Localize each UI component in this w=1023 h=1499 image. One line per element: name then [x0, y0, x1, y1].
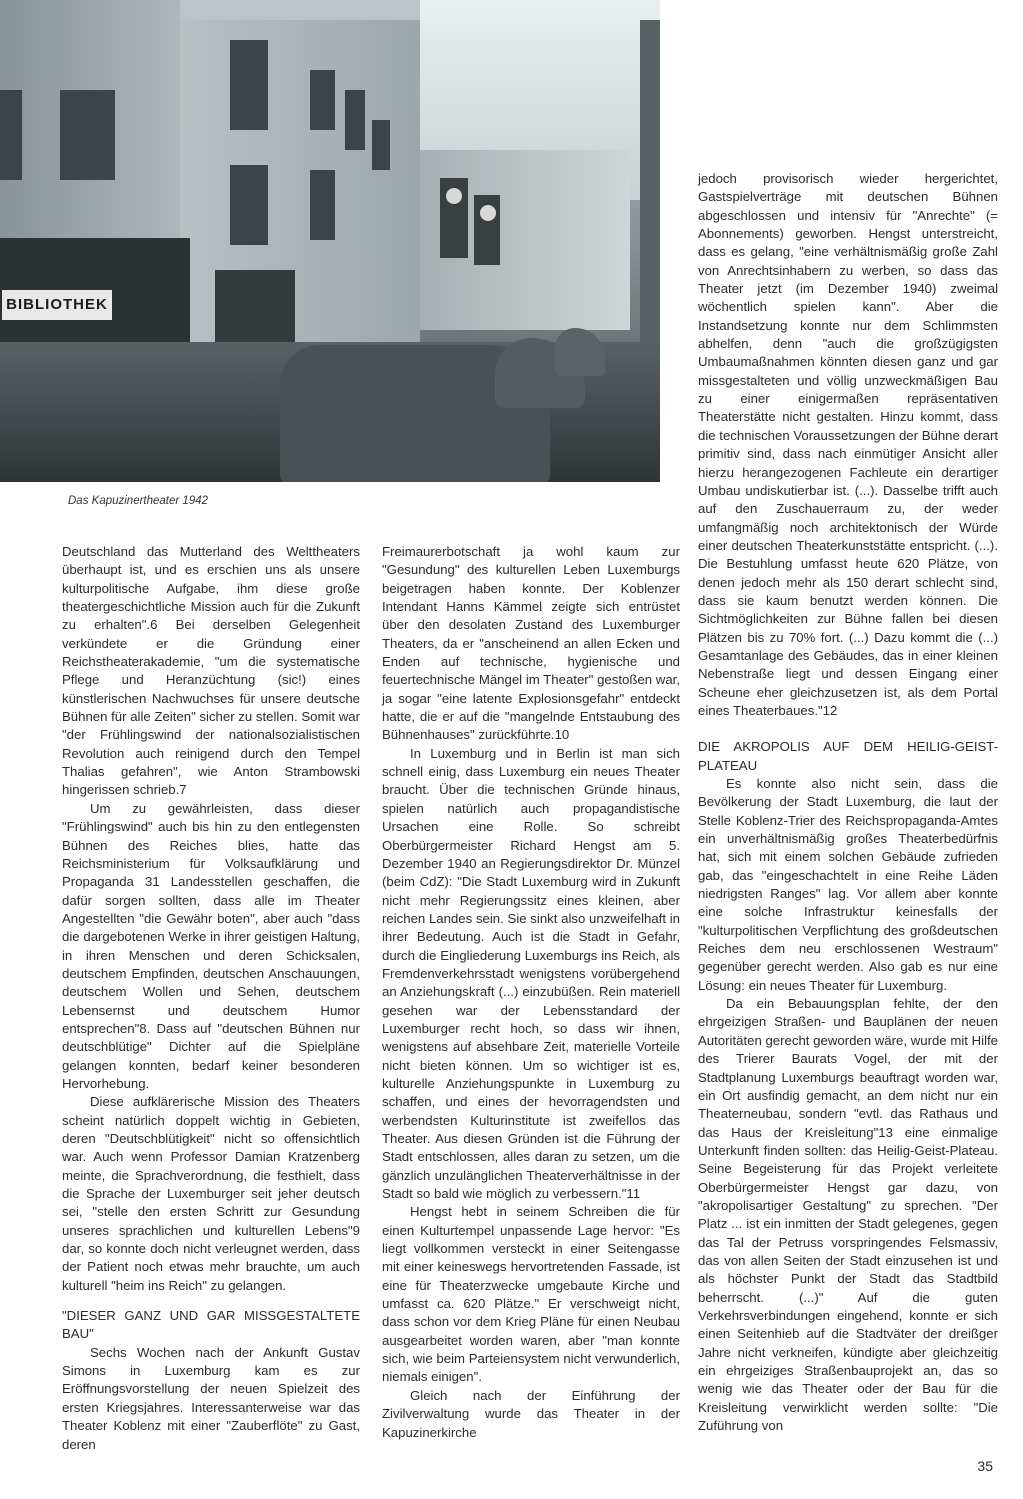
paragraph: Sechs Wochen nach der Ankunft Gustav Simons in Luxemburg kam es zur Eröffnungsvorstellung der neuen Spielzeit des ersten Kriegsjahres. Interessanterweise war das Theater Koblenz mit einer "Zauberflöte" zu Gast, deren	[62, 1344, 360, 1452]
page-number: 35	[977, 1458, 993, 1474]
paragraph: jedoch provisorisch wieder hergerichtet, Gastspielverträge mit deutschen Bühnen abgeschlossen und intensiv für "Anrechte" (= Abonnements) geworben. Hengst unterstreicht, dass es gelang, "eine verhältnismäßig große Zahl von Anrechtsinhabern zu werben, so dass das Theater jetzt (im Dezember 1940) zweimal wöchentlich spielen kann". Aber die Instandsetzung konnte nur dem Schlimmsten abhelfen, denn "auch die großzügigsten Umbaumaßnahmen könnten diesen ganz und gar missgestalteten und völlig unzweckmäßigen Bau zu einer einigermaßen repräsentativen Theaterstätte nicht gestalten. Hinzu kommt, dass die technischen Voraussetzungen der Bühne derart primitiv sind, dass nach einmütiger Ansicht aller hierzu herangezogenen Fachleute ein derartiger Umbau undiskutierbar ist. (...). Dasselbe trifft auch auf den Zuschauerraum zu, der weder umfangmäßig noch architektonisch der Würde einer deutschen Theaterkunststätte entspricht. (...). Die Bestuhlung umfasst heute 620 Plätze, von denen jedoch mehr als 150 derart schlecht sind, dass sie kaum benutzt werden können. Die Sichtmöglichkeiten zur Bühne fallen bei diesen Plätzen bis zu 70% fort. (...) Dazu kommt die (...) Gesamtanlage des Gebäudes, das in einer kleinen Nebenstraße liegt und dessen Eingang einer Scheune eher gleichzusetzen ist, als dem Portal eines Theaterbaues."12	[698, 171, 998, 718]
paragraph: Gleich nach der Einführung der Zivilverwaltung wurde das Theater in der Kapuzinerkirche	[382, 1387, 680, 1440]
banner-right	[474, 195, 500, 265]
paragraph: Da ein Bebauungsplan fehlte, der den ehrgeizigen Straßen- und Bauplänen der neuen Autoritäten gerecht geworden wäre, wurde mit Hilfe des Trierer Baurats Vogel, der mit der Stadtplanung Luxemburgs beauftragt worden war, ein Ort ausfindig gemacht, an dem nicht nur ein Theaterneubau, sondern "evtl. das Rathaus und das Haus der Kreisleitung"13 eine einmalige Unterkunft finden sollten: das Heilig-Geist-Plateau. Seine Begeisterung für das Projekt verleitete Oberbürgermeister Hengst gar dazu, von "akropolisartiger Gestaltung" zu sprechen. "Der Platz ... ist ein inmitten der Stadt gelegenes, gegen das Tal der Petruss vorspringendes Felsmassiv, das von allen Seiten der Stadt einzusehen ist und als höchster Punkt der Stadt das Stadtbild beherrscht. (...)" Auf die guten Verkehrsverbindungen eingehend, konnte er sich einen Seitenhieb auf die Stadtväter der dreißger Jahre nicht verkneifen, kündigte aber gleichzeitig ein ehrgeiziges Straßenbauprojekt an, das so wenig wie das Theater oder der Bau für die Kreisleitung verwirklicht werden sollte: "Die Zuführung von	[698, 996, 998, 1434]
historical-street-photo	[0, 0, 660, 482]
section-heading: "DIESER GANZ UND GAR MISSGESTALTETE BAU"	[62, 1308, 360, 1342]
text-column-2	[382, 543, 680, 1442]
paragraph: Diese aufklärerische Mission des Theaters scheint natürlich doppelt wichtig in Gebieten, deren "Deutschblütigkeit" nicht so offensichtlich war. Auch wenn Professor Damian Kratzenberg meinte, die Sprachverordnung, die festhielt, dass die Sprache der Luxemburger seit jeher deutsch sei, "stelle den ersten Schritt zur Gesundung unseres sprachlichen und kulturellen Lebens"9 dar, so konnte doch nicht verleugnet werden, dass der Patient noch etwas mehr brauchte, um auch kulturell "heim ins Reich" zu gelangen.	[62, 1094, 360, 1293]
paragraph: Hengst hebt in seinem Schreiben die für einen Kulturtempel unpassende Lage hervor: "Es liegt vollkommen versteckt in einer Seitengasse mit einer keineswegs hervortretenden Fassade, ist eine für Theaterzwecke umgebaute Kirche und umfasst ca. 620 Plätze." Er verschweigt nicht, dass schon vor dem Krieg Pläne für einen Neubau ausgearbeitet worden waren, aber "man konnte sich, wie beim Parteiensystem nicht verwunderlich, niemals einigen".	[382, 1204, 680, 1385]
paragraph: In Luxemburg und in Berlin ist man sich schnell einig, dass Luxemburg ein neues Theater braucht. Über die technischen Gründe hinaus, spielen natürlich auch propagandistische Ursachen eine Rolle. So schreibt Oberbürgermeister Richard Hengst am 5. Dezember 1940 an Regierungsdirektor Dr. Münzel (beim CdZ): "Die Stadt Luxemburg wird in Zukunft nicht mehr Regierungssitz eines kleinen, aber reichen Landes sein. Sie sinkt also unzweifelhaft in ihrer Bedeutung. Auch ist die Stadt in Gefahr, durch die Eingliederung Luxemburgs ins Reich, als Fremdenverkehrsstadt wenigstens vorübergehend an Anziehungskraft (...) einzubüßen. Rein materiell gesehen war der Lebensstandard der Luxemburger recht hoch, so dass wir ihnen, wenigstens auf absehbare Zeit, materielle Vorteile nicht bieten können. Um so wichtiger ist es, kulturelle Anziehungspunkte in Luxemburg zu schaffen, und eines der hevorragendsten und werbendsten Kulturinstitute ist zweifellos das Theater. Aus diesen Gründen ist die Führung der Stadt entschlossen, alles daran zu setzen, um die gänzlich unzulänglichen Theaterverhältnisse in der Stadt so bald wie möglich zu verbessern."11	[382, 745, 680, 1202]
photo-caption: Das Kapuzinertheater 1942	[68, 495, 209, 507]
paragraph: Freimaurerbotschaft ja wohl kaum zur "Gesundung" des kulturellen Leben Luxemburgs beigetragen haben konnte. Der Koblenzer Intendant Hanns Kämmel zeigte sich entrüstet über den desolaten Zustand des Luxemburger Theaters, da er "anscheinend an allen Ecken und Enden auf technische, hygienische und feuertechnische Mängel im Theater" gestoßen war, ja sogar "eine latente Explosionsgefahr" entdeckt hatte, die er auf die "mangelnde Entstaubung des Bühnenhauses" zurückführte.10	[382, 544, 680, 743]
paragraph: Es konnte also nicht sein, dass die Bevölkerung der Stadt Luxemburg, die laut der Stelle Koblenz-Trier des Reichspropaganda-Amtes ein unverhältnismäßig großes Theaterbedürfnis hat, sich mit einem solchen Gebäude zufrieden gab, das "eingeschachtelt in eine Reihe Läden niedrigsten Ranges" lag. Vor allem aber konnte eine solche Infrastruktur keinesfalls der "kulturpolitischen Verpflichtung des großdeutschen Reiches dem neu erschlossenen Westraum" gegenüber gerecht werden. Also gab es nur eine Lösung: ein neues Theater für Luxemburg.	[698, 776, 998, 993]
text-column-1	[62, 543, 360, 1454]
section-heading: DIE AKROPOLIS AUF DEM HEILIG-GEIST-PLATEAU	[698, 739, 998, 773]
car-far	[555, 328, 605, 376]
paragraph: Deutschland das Mutterland des Welttheaters überhaupt ist, und es erschien uns als unsere kulturpolitische Aufgabe, ihm diese große theatergeschichtliche Mission auch für die Zukunft zu erhalten".6 Bei derselben Gelegenheit verkündete er die Gründung einer Reichstheaterakademie, "um die systematische Pflege und Heranzüchtung (sic!) eines künstlerischen Nachwuchses für unsere deutsche Bühnen für alle Zeiten" sicher zu stellen. Somit war "der Frühlingswind der nationalsozialistischen Revolution auch reinigend durch den Tempel Thalias gefahren", wie Anton Strambowski hingerissen schrieb.7	[62, 544, 360, 798]
paragraph: Um zu gewährleisten, dass dieser "Frühlingswind" auch bis hin zu den entlegensten Bühnen des Reiches blies, hatte das Reichsministerium für Volksaufklärung und Propaganda 31 Landesstellen geschaffen, die dafür sorgen sollten, dass alle im Theater Angestellten "die Gewähr boten", aber auch "dass die dargebotenen Werke in ihrer geistigen Haltung, in ihren Menschen und deren Schicksalen, deutschem Empfinden, deutschen Anschauungen, deutschem Wollen und Sehen, deutschem Lebensernst und deutschem Humor entsprechen"8. Dass auf "deutschen Bühnen nur deutschblütige" Dichter auf die Spielpläne gelangen konnten, bedarf keiner besonderen Hervorhebung.	[62, 800, 360, 1091]
text-column-3	[698, 170, 998, 1435]
bibliothek-sign: BIBLIOTHEK	[2, 290, 112, 320]
banner-left	[440, 178, 468, 258]
